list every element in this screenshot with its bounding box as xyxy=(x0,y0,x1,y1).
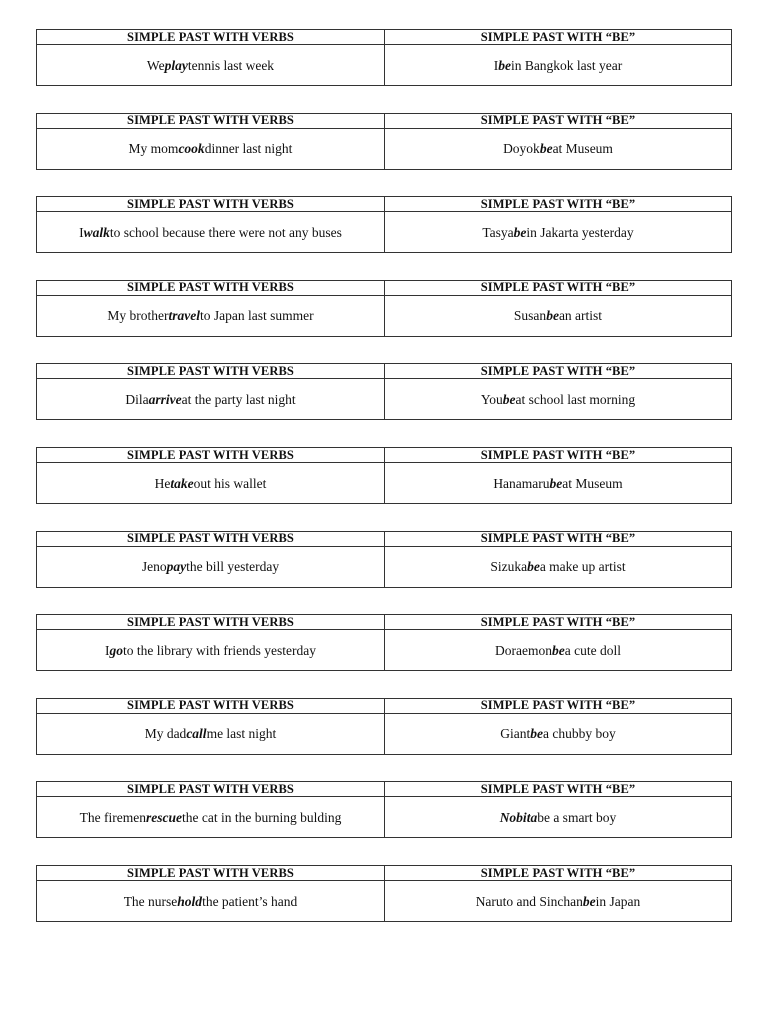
header-simple-past-verbs: SIMPLE PAST WITH VERBS xyxy=(127,363,294,378)
sentence-text: at the party last night xyxy=(181,391,296,407)
sentence-text: in Jakarta yesterday xyxy=(526,224,634,240)
verb-highlight: be xyxy=(513,224,527,240)
sentence-text: the bill yesterday xyxy=(186,559,280,575)
card-body-row xyxy=(37,881,731,922)
sentence-text: in Bangkok last year xyxy=(510,57,623,73)
be-sentence xyxy=(384,129,731,170)
header-simple-past-be: SIMPLE PAST WITH “BE” xyxy=(384,532,731,546)
sentence-card xyxy=(36,781,732,838)
verb-highlight: Nobita xyxy=(499,809,538,825)
verb-highlight: arrive xyxy=(148,391,182,407)
verb-highlight: be xyxy=(498,57,511,73)
header-simple-past-be: SIMPLE PAST WITH “BE” xyxy=(384,281,731,295)
card-body-row xyxy=(37,463,731,504)
be-sentence xyxy=(384,463,731,504)
sentence-text: Dila xyxy=(125,391,149,407)
verb-highlight: be xyxy=(502,391,516,407)
header-simple-past-be: SIMPLE PAST WITH “BE” xyxy=(384,448,731,462)
card-body-row xyxy=(37,797,731,838)
card-body-row xyxy=(37,379,731,420)
sentence-text: I xyxy=(493,57,499,73)
sentence-card xyxy=(36,113,732,170)
verb-highlight: hold xyxy=(177,893,203,909)
verb-sentence xyxy=(37,379,384,420)
verb-highlight: travel xyxy=(168,308,200,324)
sentence-text: I xyxy=(79,224,84,240)
verb-highlight: rescue xyxy=(146,809,182,825)
header-simple-past-verbs: SIMPLE PAST WITH VERBS xyxy=(127,196,294,211)
sentence-text: My dad xyxy=(144,726,187,742)
sentence-card xyxy=(36,531,732,588)
be-sentence xyxy=(384,45,731,86)
verb-highlight: be xyxy=(552,642,565,658)
card-header-row xyxy=(37,699,731,714)
be-sentence xyxy=(384,714,731,755)
sentence-text: out his wallet xyxy=(193,475,267,491)
sentence-text: to the library with friends yesterday xyxy=(122,642,317,658)
sentence-text: to school because there were not any buses xyxy=(109,224,342,240)
card-header-row xyxy=(37,615,731,630)
sentence-text: Giant xyxy=(500,726,531,742)
card-body-row xyxy=(37,714,731,755)
card-body-row xyxy=(37,630,731,671)
sentence-text: The firemen xyxy=(79,809,146,825)
sentence-card xyxy=(36,29,732,86)
verb-highlight: play xyxy=(164,57,188,73)
verb-sentence xyxy=(37,881,384,922)
sentence-text: Doyok xyxy=(503,141,540,157)
header-simple-past-be: SIMPLE PAST WITH “BE” xyxy=(384,364,731,378)
be-sentence xyxy=(384,881,731,922)
verb-sentence xyxy=(37,630,384,671)
card-body-row xyxy=(37,45,731,86)
card-body-row xyxy=(37,547,731,588)
sentence-text: a chubby boy xyxy=(543,726,616,742)
verb-sentence xyxy=(37,547,384,588)
card-header-row xyxy=(37,866,731,881)
card-body-row xyxy=(37,212,731,253)
sentence-text: to Japan last summer xyxy=(200,308,314,324)
verb-sentence xyxy=(37,463,384,504)
sentence-text: My mom xyxy=(128,141,179,157)
sentence-text: Doraemon xyxy=(495,642,552,658)
sentence-text: You xyxy=(480,391,503,407)
header-simple-past-be: SIMPLE PAST WITH “BE” xyxy=(384,30,731,44)
sentence-text: at Museum xyxy=(562,475,623,491)
header-simple-past-be: SIMPLE PAST WITH “BE” xyxy=(384,866,731,880)
sentence-card xyxy=(36,196,732,253)
sentence-text: Naruto and Sinchan xyxy=(475,893,583,909)
header-simple-past-verbs: SIMPLE PAST WITH VERBS xyxy=(127,781,294,796)
be-sentence xyxy=(384,797,731,838)
verb-highlight: take xyxy=(170,475,194,491)
header-simple-past-verbs: SIMPLE PAST WITH VERBS xyxy=(127,614,294,629)
verb-highlight: be xyxy=(539,141,553,157)
sentence-card xyxy=(36,363,732,420)
header-simple-past-verbs: SIMPLE PAST WITH VERBS xyxy=(127,113,294,128)
sentence-text: He xyxy=(154,475,171,491)
verb-highlight: call xyxy=(186,726,207,742)
be-sentence xyxy=(384,379,731,420)
sentence-text: My brother xyxy=(107,308,169,324)
header-simple-past-be: SIMPLE PAST WITH “BE” xyxy=(384,197,731,211)
sentence-card xyxy=(36,698,732,755)
verb-sentence xyxy=(37,45,384,86)
card-header-row xyxy=(37,448,731,463)
sentence-text: Tasya xyxy=(482,224,514,240)
header-simple-past-be: SIMPLE PAST WITH “BE” xyxy=(384,615,731,629)
sentence-text: at Museum xyxy=(552,141,613,157)
verb-highlight: be xyxy=(530,726,543,742)
card-header-row xyxy=(37,532,731,547)
verb-highlight: be xyxy=(527,559,540,575)
sentence-text: in Japan xyxy=(595,893,641,909)
verb-sentence xyxy=(37,296,384,337)
card-header-row xyxy=(37,364,731,379)
card-header-row xyxy=(37,114,731,129)
verb-sentence xyxy=(37,797,384,838)
card-body-row xyxy=(37,296,731,337)
header-simple-past-verbs: SIMPLE PAST WITH VERBS xyxy=(127,447,294,462)
sentence-text: an artist xyxy=(558,308,603,324)
sentence-text: be a smart boy xyxy=(537,809,617,825)
be-sentence xyxy=(384,296,731,337)
card-header-row xyxy=(37,30,731,45)
sentence-card xyxy=(36,447,732,504)
header-simple-past-be: SIMPLE PAST WITH “BE” xyxy=(384,699,731,713)
sentence-card xyxy=(36,614,732,671)
card-header-row xyxy=(37,782,731,797)
header-simple-past-be: SIMPLE PAST WITH “BE” xyxy=(384,114,731,128)
header-simple-past-verbs: SIMPLE PAST WITH VERBS xyxy=(127,698,294,713)
verb-highlight: walk xyxy=(83,224,110,240)
verb-sentence xyxy=(37,129,384,170)
card-header-row xyxy=(37,197,731,212)
verb-highlight: pay xyxy=(166,559,187,575)
sentence-text: the patient’s hand xyxy=(202,893,298,909)
sentence-text: Jeno xyxy=(141,559,167,575)
sentence-text: me last night xyxy=(206,726,277,742)
sentence-text: I xyxy=(104,642,110,658)
sentence-text: a make up artist xyxy=(539,559,626,575)
be-sentence xyxy=(384,630,731,671)
verb-highlight: cook xyxy=(178,141,205,157)
verb-highlight: be xyxy=(546,308,559,324)
sentence-text: tennis last week xyxy=(187,57,275,73)
sentence-card xyxy=(36,865,732,922)
sentence-card xyxy=(36,280,732,337)
sentence-text: Sizuka xyxy=(490,559,528,575)
sentence-text: Hanamaru xyxy=(493,475,550,491)
header-simple-past-verbs: SIMPLE PAST WITH VERBS xyxy=(127,29,294,44)
sentence-text: Susan xyxy=(513,308,547,324)
card-header-row xyxy=(37,281,731,296)
sentence-text: We xyxy=(146,57,165,73)
sentence-text: The nurse xyxy=(123,893,178,909)
sentence-text: a cute doll xyxy=(564,642,621,658)
card-body-row xyxy=(37,129,731,170)
sentence-text: dinner last night xyxy=(204,141,293,157)
be-sentence xyxy=(384,547,731,588)
be-sentence xyxy=(384,212,731,253)
sentence-text: at school last morning xyxy=(515,391,636,407)
header-simple-past-be: SIMPLE PAST WITH “BE” xyxy=(384,782,731,796)
verb-sentence xyxy=(37,212,384,253)
header-simple-past-verbs: SIMPLE PAST WITH VERBS xyxy=(127,280,294,295)
verb-highlight: be xyxy=(582,893,596,909)
header-simple-past-verbs: SIMPLE PAST WITH VERBS xyxy=(127,865,294,880)
verb-highlight: be xyxy=(549,475,563,491)
verb-sentence xyxy=(37,714,384,755)
header-simple-past-verbs: SIMPLE PAST WITH VERBS xyxy=(127,531,294,546)
sentence-text: the cat in the burning bulding xyxy=(182,809,342,825)
verb-highlight: go xyxy=(109,642,123,658)
